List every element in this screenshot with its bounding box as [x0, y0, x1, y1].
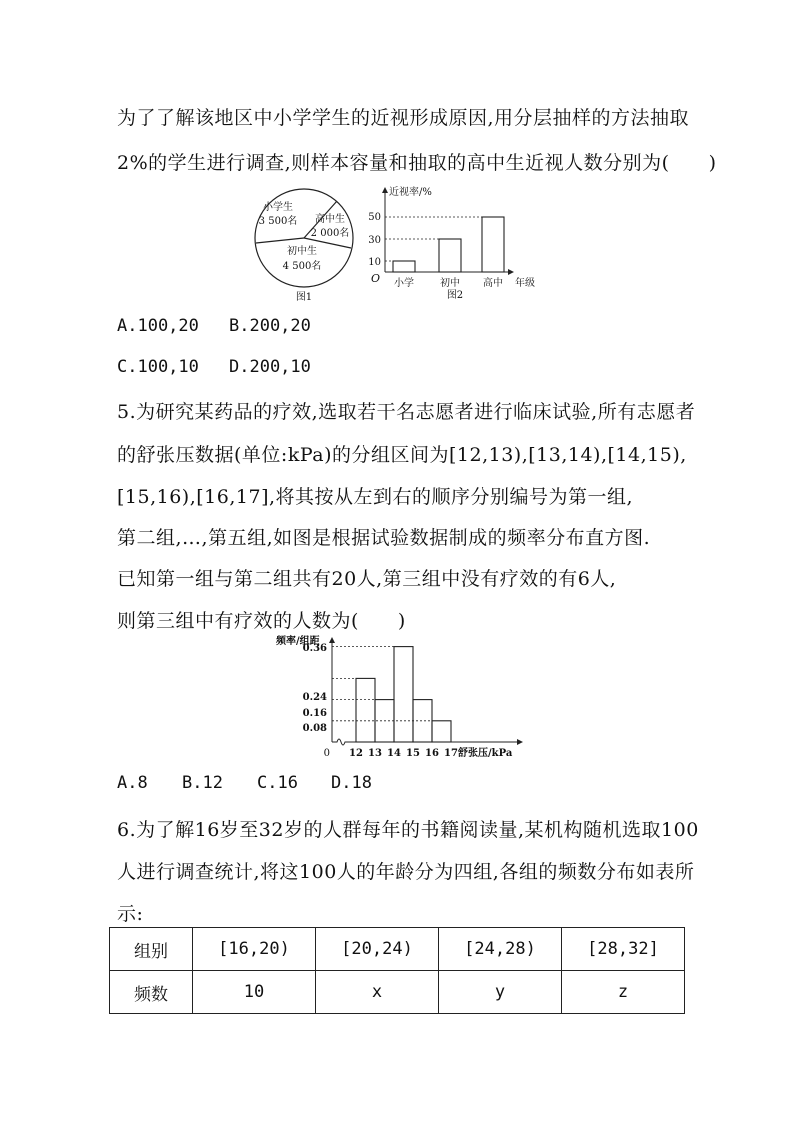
hist-bar-[14,15) — [394, 647, 413, 742]
q4-stem-line-1: 为了了解该地区中小学学生的近视形成原因,用分层抽样的方法抽取 — [117, 107, 690, 129]
hist-bar-[16,17] — [432, 721, 451, 742]
q4-option-d[interactable]: D.200,10 — [229, 357, 311, 377]
table-cell: [20,24) — [316, 928, 439, 971]
pie-chart-figure-1 — [252, 186, 362, 306]
q5-option-c[interactable]: C.16 — [257, 773, 298, 793]
q5-stem-line-4: 第二组,…,第五组,如图是根据试验数据制成的频率分布直方图. — [117, 527, 651, 549]
q5-option-b[interactable]: B.12 — [182, 773, 223, 793]
q6-stem-line-1: 6.为了解16岁至32岁的人群每年的书籍阅读量,某机构随机选取100 — [117, 819, 699, 841]
q5-stem-line-3: [15,16),[16,17],将其按从左到右的顺序分别编号为第一组, — [117, 486, 634, 508]
q4-stem-line-2: 2%的学生进行调查,则样本容量和抽取的高中生近视人数分别为( ) — [117, 152, 717, 174]
bar-caption: 图2 — [446, 290, 464, 301]
q6-stem-line-3: 示: — [117, 903, 144, 925]
q4-option-b[interactable]: B.200,20 — [229, 316, 311, 336]
table-cell: [28,32] — [562, 928, 685, 971]
frequency-table — [109, 927, 685, 1014]
hist-xtick-label: 16 — [425, 748, 439, 759]
table-cell: y — [439, 971, 562, 1014]
bar-y-axis-label: 近视率/% — [389, 187, 432, 198]
bar-category-label: 小学 — [394, 278, 414, 289]
q5-stem-line-6: 则第三组中有疗效的人数为( ) — [117, 610, 406, 632]
hist-xtick-label: 14 — [387, 748, 401, 759]
hist-ytick-label-016: 0.16 — [302, 708, 327, 719]
table-cell: z — [562, 971, 685, 1014]
q4-option-c[interactable]: C.100,10 — [117, 357, 199, 377]
bar-marks-group — [385, 217, 504, 289]
q6-stem-line-2: 人进行调查统计,将这100人的年龄分为四组,各组的频数分布如表所 — [117, 861, 695, 883]
bar-ytick-label-30: 30 — [368, 235, 381, 246]
table-cell: [24,28) — [439, 928, 562, 971]
table-cell: 组别 — [110, 928, 193, 971]
bar-ytick-label-10: 10 — [368, 257, 381, 268]
pie-label-middle-count: 4 500名 — [282, 261, 322, 272]
hist-xtick-label: 15 — [406, 748, 420, 759]
q5-stem-line-5: 已知第一组与第二组共有20人,第三组中没有疗效的有6人, — [117, 568, 617, 590]
table-header-row — [110, 928, 685, 971]
q5-stem-line-1: 5.为研究某药品的疗效,选取若干名志愿者进行临床试验,所有志愿者 — [117, 401, 696, 423]
bar-chart-figure-2 — [365, 182, 545, 307]
hist-x-axis-label: 舒张压/kPa — [458, 748, 513, 759]
bar-x-axis-label: 年级 — [515, 278, 535, 289]
table-cell: [16,20) — [193, 928, 316, 971]
bar-初中 — [439, 239, 461, 272]
table-cell: x — [316, 971, 439, 1014]
q5-stem-line-2: 的舒张压数据(单位:kPa)的分组区间为[12,13),[13,14),[14,15), — [117, 444, 687, 466]
bar-小学 — [393, 261, 415, 272]
pie-label-high-count: 2 000名 — [310, 228, 350, 239]
q4-option-a[interactable]: A.100,20 — [117, 316, 199, 336]
q5-option-d[interactable]: D.18 — [331, 773, 372, 793]
pie-label-high-name: 高中生 — [315, 214, 345, 225]
hist-axis-break — [332, 739, 354, 745]
pie-slice-divider-left — [256, 238, 304, 243]
table-cell: 10 — [193, 971, 316, 1014]
hist-xtick-label: 12 — [349, 748, 363, 759]
pie-label-primary-name: 小学生 — [263, 202, 293, 213]
bar-高中 — [482, 217, 504, 272]
histogram-figure — [272, 630, 532, 765]
hist-ytick-label-008: 0.08 — [302, 723, 327, 734]
bar-ytick-label-50: 50 — [368, 212, 381, 223]
bar-category-label: 初中 — [440, 278, 460, 289]
bar-origin-label: O — [371, 272, 381, 285]
pie-caption: 图1 — [295, 292, 313, 303]
hist-ytick-label-024: 0.24 — [302, 692, 327, 703]
hist-ytick-label-036: 0.36 — [302, 643, 327, 654]
q5-option-a[interactable]: A.8 — [117, 773, 148, 793]
pie-label-primary-count: 3 500名 — [258, 216, 298, 227]
hist-y-axis-label: 频率/组距 — [276, 636, 320, 647]
hist-bar-[12,13) — [356, 678, 375, 742]
hist-xtick-label: 13 — [368, 748, 382, 759]
hist-origin-label: 0 — [323, 748, 330, 759]
bar-category-label: 高中 — [483, 278, 503, 289]
hist-xtick-label: 17 — [444, 748, 458, 759]
table-row — [110, 971, 685, 1014]
pie-label-middle-name: 初中生 — [287, 246, 317, 257]
table-cell: 频数 — [110, 971, 193, 1014]
